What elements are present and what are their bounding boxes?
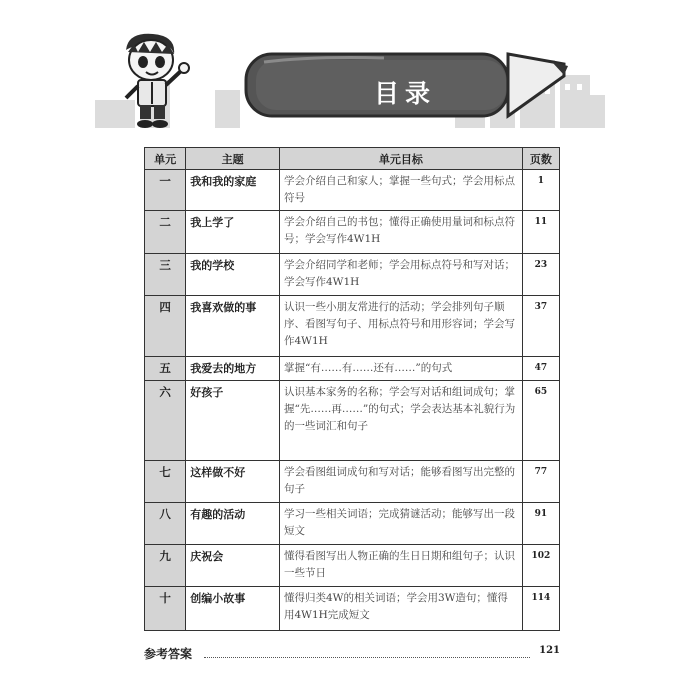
cartoon-boy-illustration [108,30,193,130]
unit-goal: 懂得归类4W的相关词语；学会用3W造句；懂得用4W1H完成短文 [279,587,522,631]
unit-number: 七 [145,461,186,503]
unit-topic[interactable]: 我喜欢做的事 [186,296,280,357]
unit-number: 三 [145,254,186,296]
unit-number: 一 [145,170,186,211]
page-number: 1 [522,170,559,211]
answer-key-page: 121 [539,645,560,656]
unit-number: 六 [145,381,186,461]
unit-topic[interactable]: 我上学了 [186,211,280,254]
unit-topic[interactable]: 我爱去的地方 [186,357,280,381]
table-row[interactable] [145,381,560,461]
table-row[interactable] [145,357,560,381]
table-row[interactable] [145,587,560,631]
table-row[interactable] [145,545,560,587]
table-of-contents [144,147,560,631]
table-row[interactable] [145,296,560,357]
header-banner [0,0,700,130]
table-row[interactable] [145,170,560,211]
page-number: 23 [522,254,559,296]
unit-number: 二 [145,211,186,254]
answer-key-label: 参考答案 [144,647,193,661]
unit-topic[interactable]: 好孩子 [186,381,280,461]
unit-goal: 认识一些小朋友常进行的活动；学会排列句子顺序、看图写句子、用标点符号和用形容词；学会写作4W1H [279,296,522,357]
unit-number: 五 [145,357,186,381]
unit-topic[interactable]: 有趣的活动 [186,503,280,545]
unit-goal: 学会介绍同学和老师；学会用标点符号和写对话；学会写作4W1H [279,254,522,296]
unit-number: 九 [145,545,186,587]
page-number: 47 [522,357,559,381]
page-number: 114 [522,587,559,631]
page-number: 102 [522,545,559,587]
unit-topic[interactable]: 庆祝会 [186,545,280,587]
table-header-row [145,148,560,170]
col-header-page: 页数 [522,148,559,170]
unit-goal: 懂得看图写出人物正确的生日日期和组句子；认识一些节日 [279,545,522,587]
unit-topic[interactable]: 我的学校 [186,254,280,296]
dotted-leader [204,657,530,658]
unit-goal: 认识基本家务的名称；学会写对话和组词成句；掌握“先……再……”的句式；学会表达基本礼貌行为的一些词汇和句子 [279,381,522,461]
unit-topic[interactable]: 创编小故事 [186,587,280,631]
page-number: 11 [522,211,559,254]
unit-goal: 学会看图组词成句和写对话；能够看图写出完整的句子 [279,461,522,503]
page-number: 65 [522,381,559,461]
col-header-goal: 单元目标 [279,148,522,170]
page-number: 91 [522,503,559,545]
unit-topic[interactable]: 我和我的家庭 [186,170,280,211]
table-row[interactable] [145,503,560,545]
unit-topic[interactable]: 这样做不好 [186,461,280,503]
col-header-topic: 主题 [186,148,280,170]
unit-number: 八 [145,503,186,545]
page-number: 37 [522,296,559,357]
table-row[interactable] [145,461,560,503]
page-number: 77 [522,461,559,503]
answer-key-entry[interactable] [144,645,560,665]
page-title: 目录 [373,79,436,108]
table-row[interactable] [145,211,560,254]
unit-goal: 掌握“有……有……还有……”的句式 [279,357,522,381]
table-row[interactable] [145,254,560,296]
col-header-unit: 单元 [145,148,186,170]
unit-goal: 学会介绍自己的书包；懂得正确使用量词和标点符号；学会写作4W1H [279,211,522,254]
unit-number: 四 [145,296,186,357]
unit-goal: 学会介绍自己和家人；掌握一些句式；学会用标点符号 [279,170,522,211]
unit-goal: 学习一些相关词语；完成猜谜活动；能够写出一段短文 [279,503,522,545]
unit-number: 十 [145,587,186,631]
